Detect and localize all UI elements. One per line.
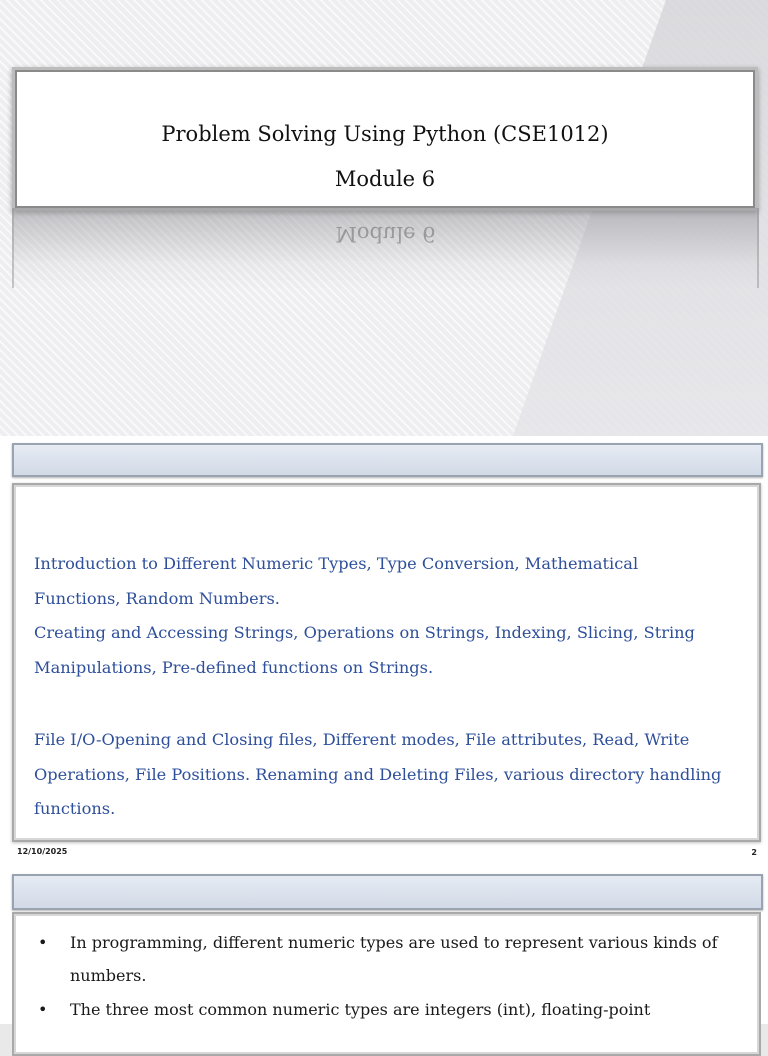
bullet-text: The three most common numeric types are integers (int), floating-point <box>70 1000 651 1019</box>
module-label-reflection: Module 6 <box>335 222 436 246</box>
bullet-text: In programming, different numeric types are used to represent various kinds of numbers. <box>70 933 718 985</box>
syllabus-paragraph: Introduction to Different Numeric Types, Type Conversion, Mathematical Functions, Random Numbers. <box>34 554 639 608</box>
numeric-types-slide <box>0 866 768 1024</box>
content-box <box>12 483 761 842</box>
content-box <box>12 912 761 1056</box>
bullet-icon: • <box>38 933 48 952</box>
slide-page-number: 2 <box>751 848 757 857</box>
syllabus-paragraph: File I/O-Opening and Closing files, Different modes, File attributes, Read, Write Operations, File Positions. Renaming and Deleting Files, various directory handling functions. <box>34 730 722 818</box>
title-slide <box>0 0 768 436</box>
slide-header-bar <box>12 874 763 910</box>
title-reflection <box>12 208 759 288</box>
title-box <box>12 67 758 211</box>
bullet-item <box>38 993 738 1026</box>
bullet-item <box>38 926 738 992</box>
slide-title: Problem Solving Using Python (CSE1012) <box>161 122 609 146</box>
syllabus-paragraph: Creating and Accessing Strings, Operations on Strings, Indexing, Slicing, String Manipulations, Pre-defined functions on Strings. <box>34 623 695 677</box>
slide-date: 12/10/2025 <box>17 847 68 856</box>
bullet-icon: • <box>38 1000 48 1019</box>
module-label: Module 6 <box>334 167 436 191</box>
slide-header-bar <box>12 443 763 477</box>
syllabus-slide <box>0 436 768 866</box>
